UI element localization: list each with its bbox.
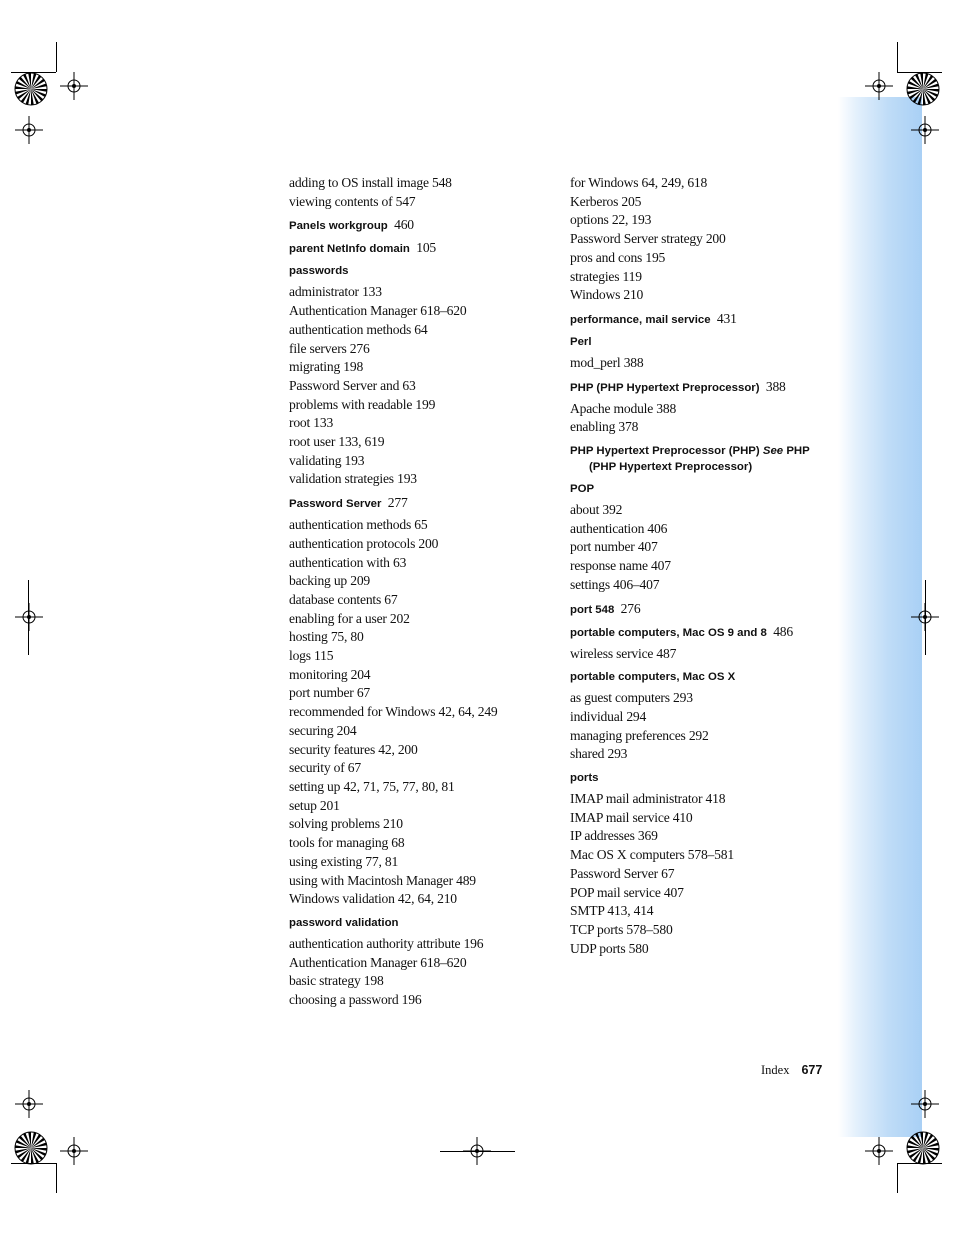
index-subentry: viewing contents of 547 [289, 193, 416, 209]
index-subentry: IMAP mail service 410 [570, 809, 693, 825]
index-subentry: port number 67 [289, 685, 371, 701]
see-reference: See [762, 445, 784, 458]
index-subentry: Password Server 67 [570, 865, 675, 881]
index-subentry: Windows 210 [570, 287, 644, 303]
index-subentry: options 22, 193 [570, 212, 652, 228]
index-subentry: root user 133, 619 [289, 434, 385, 450]
index-subentry: Mac OS X computers 578–581 [570, 847, 734, 863]
index-heading [570, 481, 830, 497]
index-subentry: strategies 119 [570, 268, 642, 284]
index-subentry: security of 67 [289, 760, 361, 776]
index-heading [289, 495, 549, 512]
index-heading [289, 217, 549, 234]
index-subentry: mod_perl 388 [570, 354, 644, 370]
index-subentry: as guest computers 293 [570, 690, 693, 706]
index-subentry: port number 407 [570, 539, 658, 555]
see-target: PHP (PHP Hypertext Preprocessor) [589, 445, 810, 474]
starburst-icon [14, 72, 48, 106]
index-subentry: about 392 [570, 502, 623, 518]
index-subentry: file servers 276 [289, 340, 370, 356]
index-subentry: Authentication Manager 618–620 [289, 954, 467, 970]
index-heading-label: portable computers, Mac OS 9 and 8 [570, 626, 767, 639]
index-subentry: Apache module 388 [570, 400, 677, 416]
index-subentry: Password Server and 63 [289, 377, 416, 393]
index-subentry: tools for managing 68 [289, 835, 405, 851]
index-heading-pages: 431 [716, 310, 737, 326]
index-subentry: validating 193 [289, 452, 365, 468]
index-subentry: adding to OS install image 548 [289, 175, 452, 190]
index-subentry: backing up 209 [289, 573, 371, 589]
index-subentry: basic strategy 198 [289, 973, 384, 989]
registration-target-icon [60, 1137, 88, 1165]
registration-target-icon [60, 72, 88, 100]
index-heading [570, 669, 830, 685]
index-subentry: authentication with 63 [289, 554, 407, 570]
index-subentry: choosing a password 196 [289, 992, 422, 1008]
index-heading [570, 311, 830, 328]
index-subentry: authentication authority attribute 196 [289, 935, 484, 951]
index-heading-label: POP [570, 483, 595, 496]
index-subentry: logs 115 [289, 648, 334, 664]
index-heading-pages: 277 [387, 495, 408, 511]
index-column-right [570, 174, 830, 958]
index-subentry: UDP ports 580 [570, 940, 649, 956]
index-heading-label: PHP (PHP Hypertext Preprocessor) [570, 381, 760, 394]
index-subentry: administrator 133 [289, 284, 382, 300]
index-subentry: enabling for a user 202 [289, 610, 410, 626]
index-heading [570, 624, 830, 641]
index-subentry: pros and cons 195 [570, 249, 666, 265]
index-heading [570, 443, 830, 475]
index-heading [289, 915, 549, 931]
index-heading-pages: 460 [394, 217, 414, 233]
index-subentry: SMTP 413, 414 [570, 903, 654, 919]
registration-target-icon [911, 1090, 939, 1118]
index-subentry: recommended for Windows 42, 64, 249 [289, 704, 498, 720]
index-subentry: enabling 378 [570, 419, 639, 435]
index-heading [289, 240, 549, 257]
index-subentry: validation strategies 193 [289, 471, 417, 487]
starburst-icon [906, 1131, 940, 1165]
index-heading-label: portable computers, Mac OS X [570, 671, 736, 684]
index-subentry: securing 204 [289, 722, 357, 738]
starburst-icon [14, 1131, 48, 1165]
index-subentry: IP addresses 369 [570, 828, 658, 844]
index-heading-label: ports [570, 772, 599, 785]
index-subentry: hosting 75, 80 [289, 629, 364, 645]
index-subentry: individual 294 [570, 708, 647, 724]
index-heading-pages: 276 [620, 600, 641, 616]
registration-target-icon [865, 1137, 893, 1165]
index-heading-pages: 388 [765, 378, 786, 394]
index-column-left [289, 174, 549, 1010]
index-subentry: response name 407 [570, 558, 671, 574]
index-subentry: solving problems 210 [289, 816, 403, 832]
index-subentry: problems with readable 199 [289, 396, 436, 412]
index-subentry: Windows validation 42, 64, 210 [289, 891, 457, 907]
starburst-icon [906, 72, 940, 106]
index-subentry: using with Macintosh Manager 489 [289, 872, 476, 888]
index-subentry: POP mail service 407 [570, 884, 684, 900]
index-subentry: database contents 67 [289, 591, 398, 607]
index-subentry: root 133 [289, 415, 334, 431]
index-subentry: settings 406–407 [570, 576, 660, 592]
index-heading [570, 334, 830, 350]
index-subentry: TCP ports 578–580 [570, 921, 673, 937]
index-subentry: Authentication Manager 618–620 [289, 303, 467, 319]
footer-section-label: Index [761, 1063, 790, 1077]
index-subentry: using existing 77, 81 [289, 853, 399, 869]
index-subentry: setting up 42, 71, 75, 77, 80, 81 [289, 778, 455, 794]
index-heading [570, 379, 830, 396]
blue-edge-band [838, 97, 922, 1137]
index-heading-label: Panels workgroup [289, 220, 388, 233]
index-subentry: migrating 198 [289, 359, 364, 375]
index-heading-label: Perl [570, 335, 592, 348]
index-heading-label: port 548 [570, 603, 615, 616]
registration-target-icon [865, 72, 893, 100]
index-subentry: Password Server strategy 200 [570, 231, 726, 247]
index-heading-label: passwords [289, 265, 349, 278]
index-subentry: wireless service 487 [570, 645, 677, 661]
index-heading-label: password validation [289, 916, 399, 929]
registration-target-icon [15, 116, 43, 144]
index-subentry: for Windows 64, 249, 618 [570, 175, 708, 190]
index-subentry: monitoring 204 [289, 666, 371, 682]
index-heading-pages: 486 [773, 623, 793, 639]
registration-target-icon [15, 603, 43, 631]
page-number: 677 [801, 1063, 823, 1077]
index-heading-label: Password Server [289, 498, 382, 511]
index-heading [570, 601, 830, 618]
index-heading-label: PHP Hypertext Preprocessor (PHP) [570, 445, 760, 458]
index-subentry: authentication methods 65 [289, 517, 428, 533]
page-footer [761, 1063, 822, 1078]
index-subentry: security features 42, 200 [289, 741, 418, 757]
index-heading [570, 770, 830, 786]
index-heading [289, 263, 549, 279]
registration-target-icon [15, 1090, 43, 1118]
index-heading-label: parent NetInfo domain [289, 243, 410, 256]
index-subentry: authentication 406 [570, 520, 668, 536]
index-heading-pages: 105 [416, 240, 437, 256]
index-subentry: IMAP mail administrator 418 [570, 791, 726, 807]
index-subentry: managing preferences 292 [570, 727, 709, 743]
index-subentry: authentication methods 64 [289, 321, 428, 337]
index-heading-label: performance, mail service [570, 313, 711, 326]
index-subentry: authentication protocols 200 [289, 535, 439, 551]
index-subentry: Kerberos 205 [570, 193, 642, 209]
index-subentry: setup 201 [289, 797, 340, 813]
registration-target-icon [911, 116, 939, 144]
index-subentry: shared 293 [570, 746, 628, 762]
